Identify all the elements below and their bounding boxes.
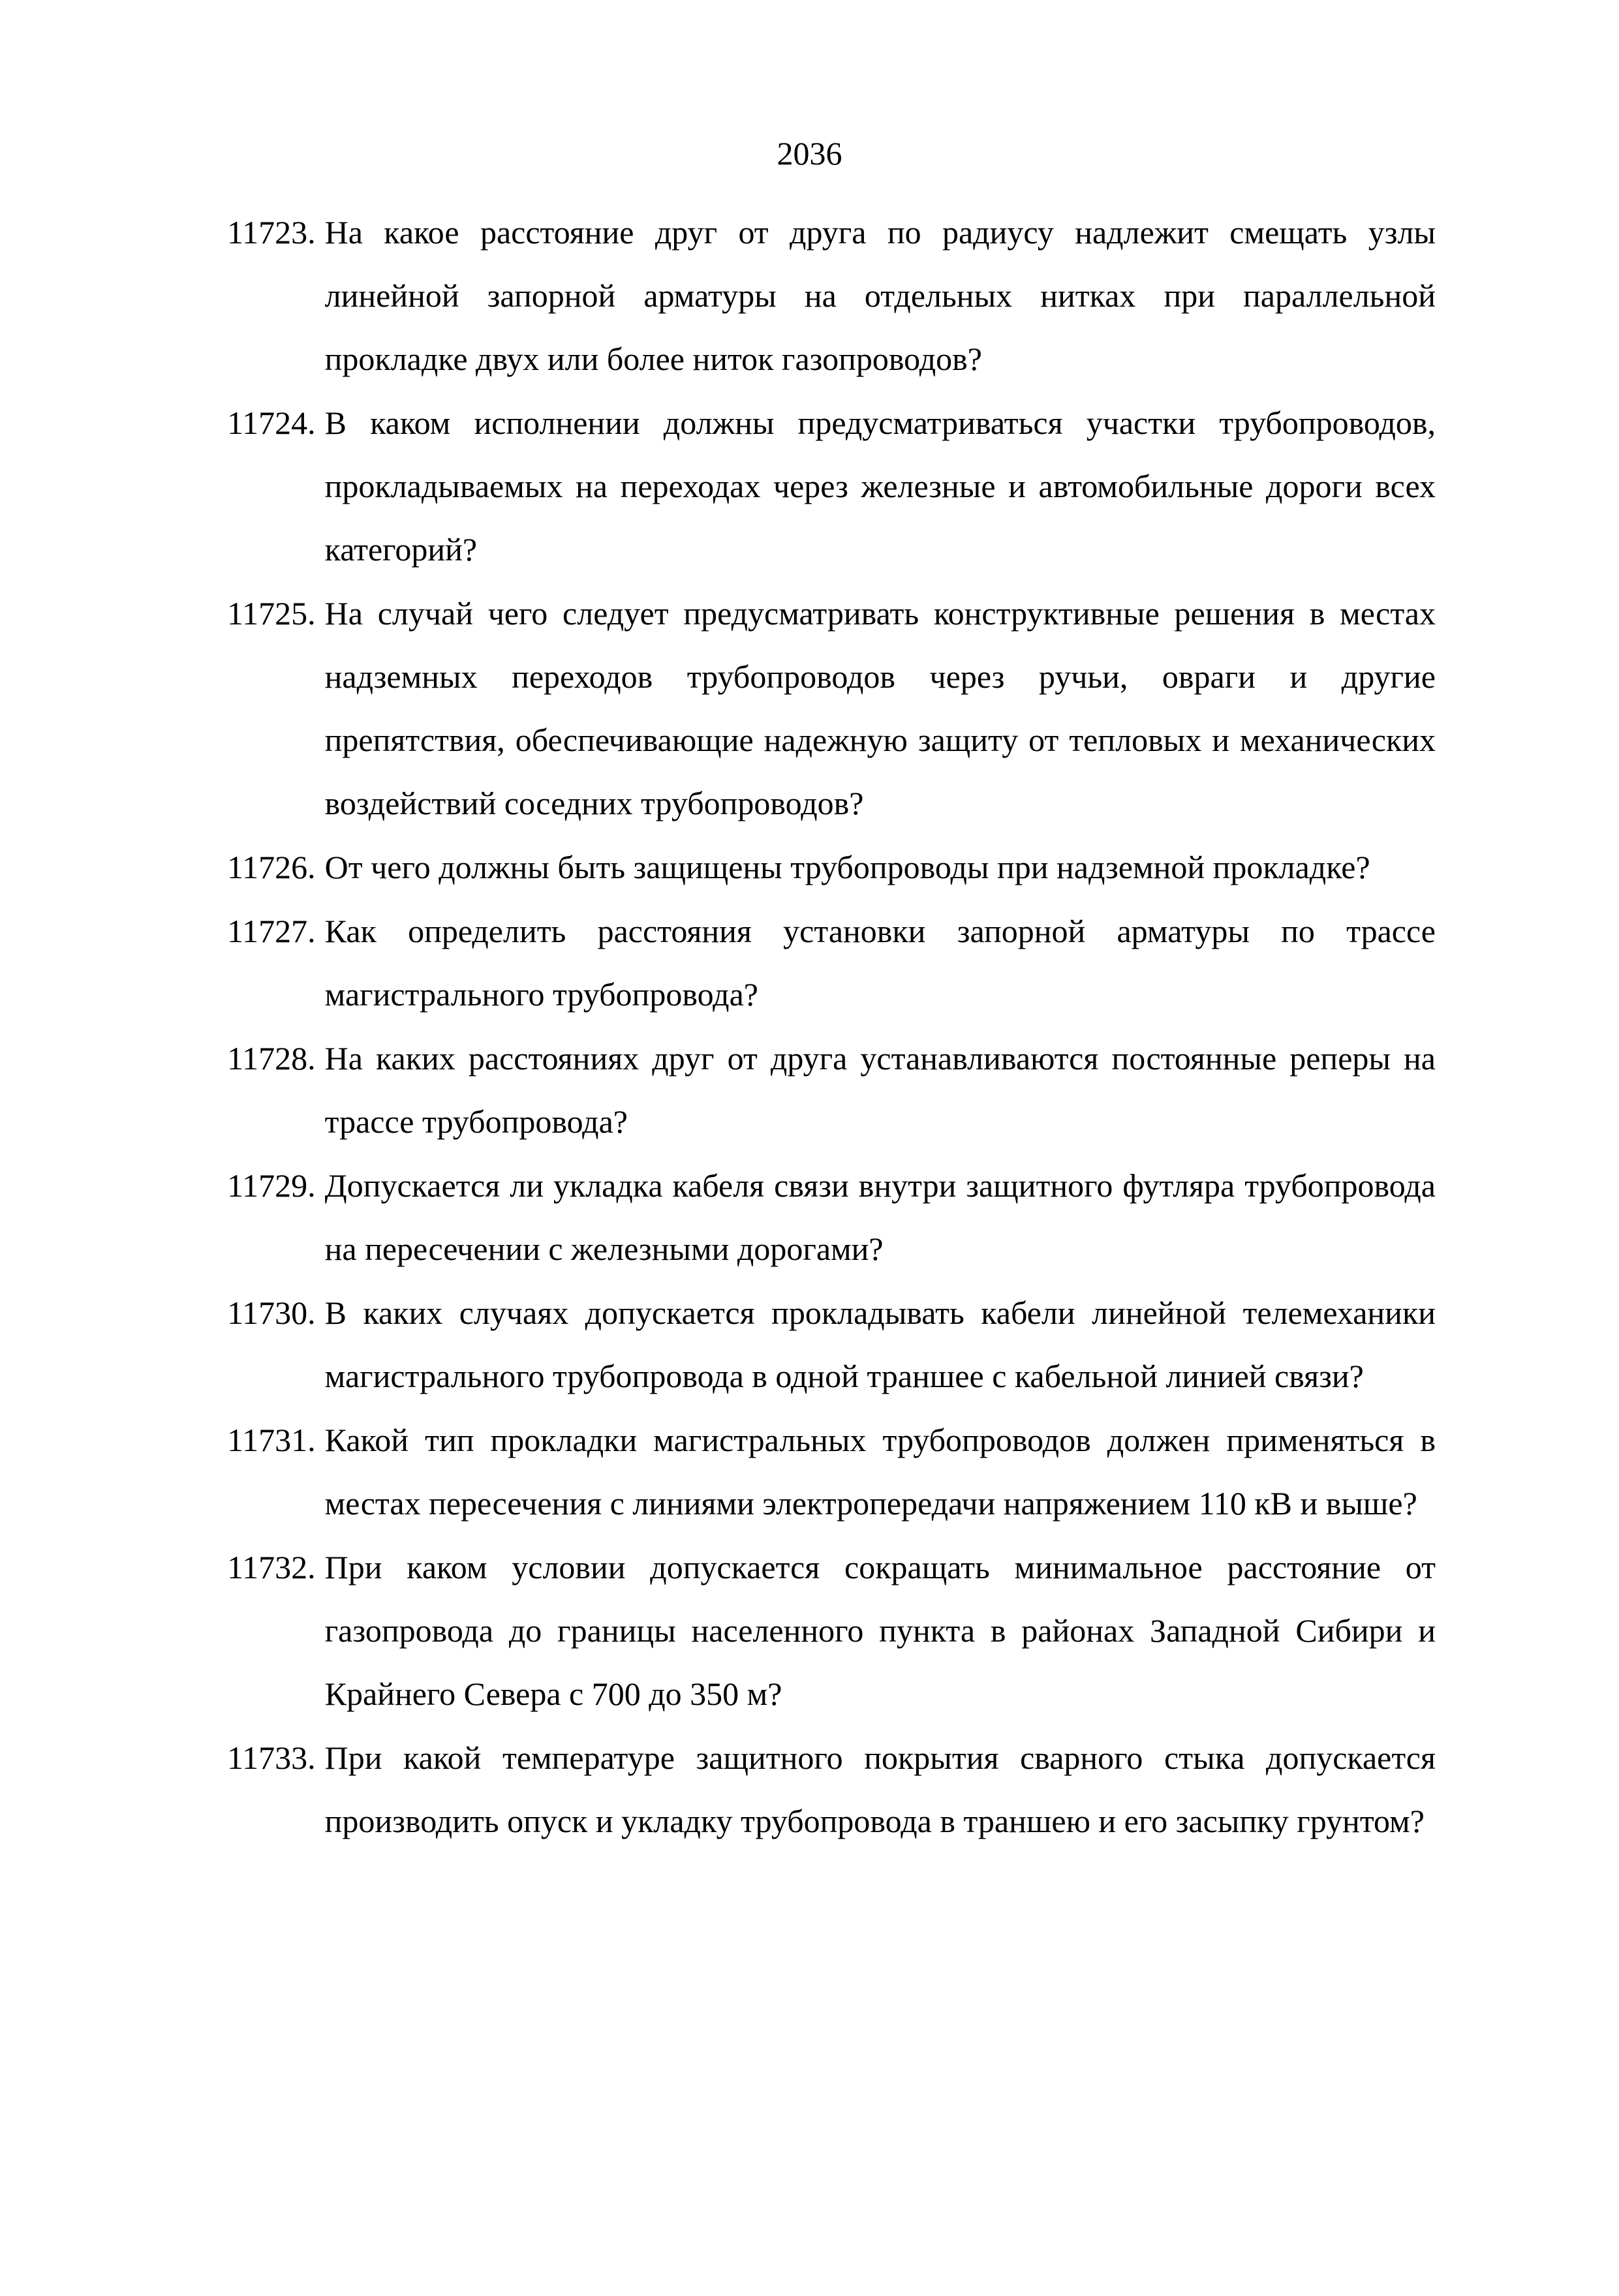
- question-item: [227, 1409, 1436, 1535]
- question-number: 11726.: [227, 849, 316, 885]
- question-text: От чего должны быть защищены трубопроводы при надземной прокладке?: [324, 849, 1370, 885]
- question-item: [227, 1536, 1436, 1726]
- question-text: На каких расстояниях друг от друга устанавливаются постоянные реперы на трассе трубопровода?: [324, 1040, 1436, 1140]
- question-number: 11725.: [227, 595, 316, 632]
- question-text: Как определить расстояния установки запорной арматуры по трассе магистрального трубопровода?: [324, 913, 1436, 1013]
- question-item: [227, 1154, 1436, 1281]
- question-item: [227, 836, 1436, 899]
- question-item: [227, 582, 1436, 835]
- page-number: 2036: [777, 135, 842, 172]
- question-number: 11728.: [227, 1040, 316, 1077]
- question-text: На какое расстояние друг от друга по радиусу надлежит смещать узлы линейной запорной арматуры на отдельных нитках при параллельной прокладке двух или более ниток газопроводов?: [324, 214, 1436, 377]
- question-number: 11727.: [227, 913, 316, 949]
- question-number: 11729.: [227, 1167, 316, 1204]
- question-number: 11724.: [227, 405, 316, 441]
- question-item: [227, 391, 1436, 581]
- question-text: В каком исполнении должны предусматриваться участки трубопроводов, прокладываемых на переходах через железные и автомобильные дороги всех категорий?: [324, 405, 1436, 568]
- question-number: 11730.: [227, 1294, 316, 1331]
- question-item: [227, 1726, 1436, 1853]
- question-number: 11731.: [227, 1422, 316, 1458]
- question-list: [227, 201, 1436, 1854]
- question-item: [227, 1027, 1436, 1154]
- question-number: 11732.: [227, 1549, 316, 1585]
- question-text: При какой температуре защитного покрытия сварного стыка допускается производить опуск и укладку трубопровода в траншею и его засыпку грунтом?: [324, 1739, 1436, 1839]
- question-text: При каком условии допускается сокращать минимальное расстояние от газопровода до границы населенного пункта в районах Западной Сибири и Крайнего Севера с 700 до 350 м?: [324, 1549, 1436, 1712]
- question-text: На случай чего следует предусматривать конструктивные решения в местах надземных переходов трубопроводов через ручьи, овраги и другие препятствия, обеспечивающие надежную защиту от тепловых и механических воздействий соседних трубопроводов?: [324, 595, 1436, 821]
- question-text: Какой тип прокладки магистральных трубопроводов должен применяться в местах пересечения с линиями электропередачи напряжением 110 кВ и выше?: [324, 1422, 1436, 1522]
- question-number: 11723.: [227, 214, 316, 251]
- question-text: Допускается ли укладка кабеля связи внутри защитного футляра трубопровода на пересечении с железными дорогами?: [324, 1167, 1436, 1267]
- question-item: [227, 1281, 1436, 1408]
- question-text: В каких случаях допускается прокладывать кабели линейной телемеханики магистрального трубопровода в одной траншее с кабельной линией связи?: [324, 1294, 1436, 1394]
- question-number: 11733.: [227, 1739, 316, 1776]
- question-item: [227, 201, 1436, 391]
- question-item: [227, 900, 1436, 1026]
